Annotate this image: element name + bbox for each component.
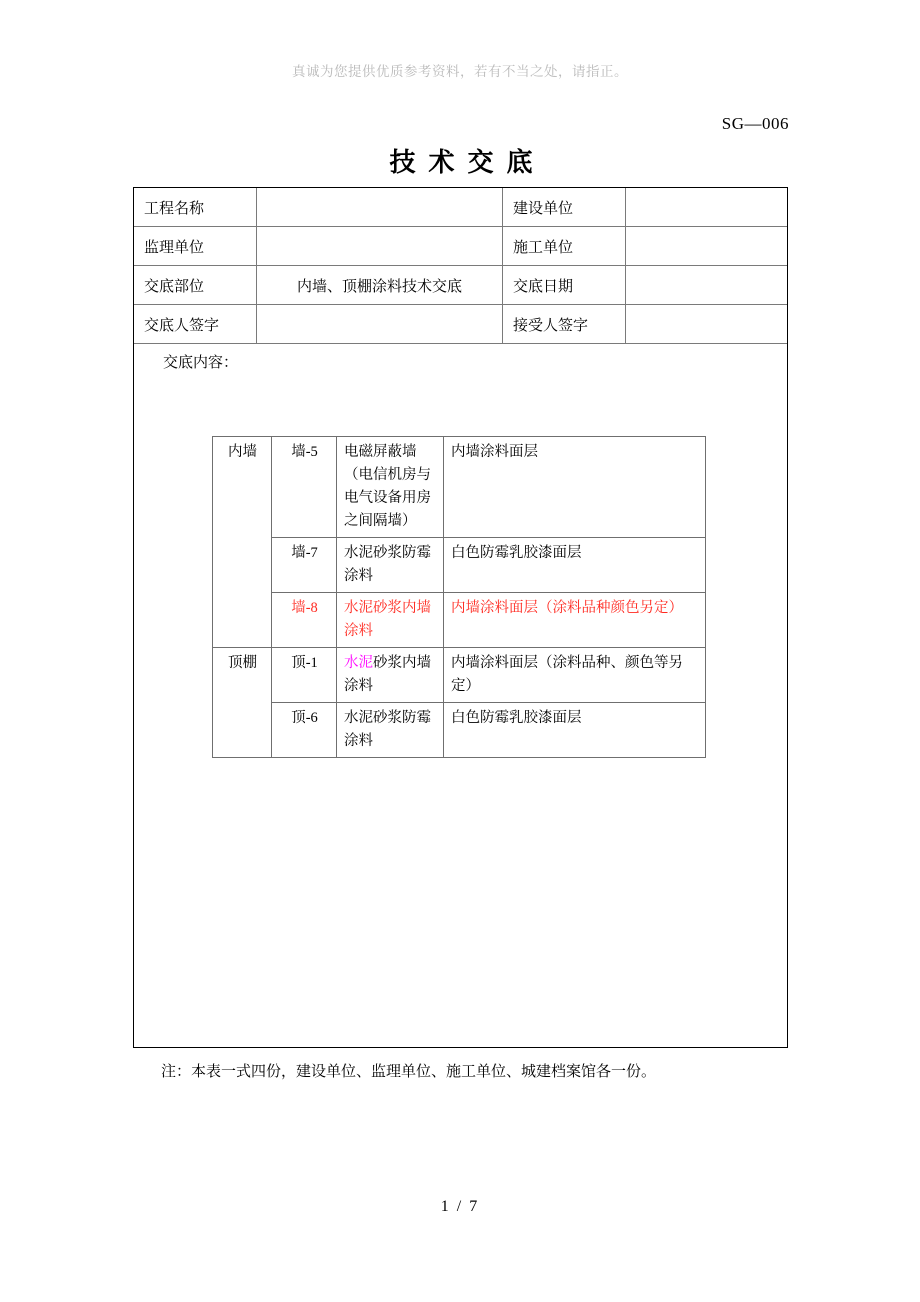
field-value-contractor-unit[interactable]	[626, 227, 788, 266]
spec-finish: 内墙涂料面层（涂料品种颜色另定）	[444, 593, 706, 648]
page-title: 技术交底	[389, 148, 546, 177]
watermark-text: 真诚为您提供优质参考资料，若有不当之处，请指正。	[292, 64, 628, 79]
content-section-label: 交底内容：	[163, 355, 239, 371]
field-label-disclosure-date: 交底日期	[503, 266, 626, 305]
form-sheet	[133, 187, 788, 1048]
spec-material-rest: 砂浆内墙涂料	[344, 655, 431, 694]
field-value-project-name[interactable]	[257, 188, 503, 227]
spec-finish: 内墙涂料面层（涂料品种、颜色等另定）	[444, 648, 706, 703]
spec-code: 顶-1	[272, 648, 337, 703]
field-label-receiver-signature: 接受人签字	[503, 305, 626, 344]
header-info-table	[134, 188, 787, 344]
spec-code: 墙-8	[272, 593, 337, 648]
spec-code: 墙-7	[272, 538, 337, 593]
spec-material: 水泥砂浆内墙涂料	[337, 593, 444, 648]
field-value-supervision-unit[interactable]	[257, 227, 503, 266]
spec-material: 水泥砂浆防霉涂料	[337, 538, 444, 593]
field-value-construction-unit[interactable]	[626, 188, 788, 227]
field-label-construction-unit: 建设单位	[503, 188, 626, 227]
spec-material-highlight: 水泥	[344, 655, 373, 671]
table-row	[213, 538, 706, 593]
spec-finish: 白色防霉乳胶漆面层	[444, 703, 706, 758]
spec-material	[337, 648, 444, 703]
table-row	[213, 648, 706, 703]
field-value-disclosure-date[interactable]	[626, 266, 788, 305]
table-row	[134, 188, 787, 227]
field-label-project-name: 工程名称	[134, 188, 257, 227]
table-row	[134, 227, 787, 266]
spec-code: 墙-5	[272, 437, 337, 538]
table-row	[213, 593, 706, 648]
table-row	[134, 266, 787, 305]
document-code: SG—006	[721, 114, 789, 133]
page-number: 1 / 7	[440, 1198, 480, 1215]
field-value-receiver-signature[interactable]	[626, 305, 788, 344]
field-value-presenter-signature[interactable]	[257, 305, 503, 344]
field-label-supervision-unit: 监理单位	[134, 227, 257, 266]
spec-material: 水泥砂浆防霉涂料	[337, 703, 444, 758]
field-label-presenter-signature: 交底人签字	[134, 305, 257, 344]
table-row	[213, 437, 706, 538]
table-row	[213, 703, 706, 758]
spec-category-ceiling: 顶棚	[213, 648, 272, 758]
spec-code: 顶-6	[272, 703, 337, 758]
field-value-disclosure-part[interactable]: 内墙、顶棚涂料技术交底	[257, 266, 503, 305]
field-label-disclosure-part: 交底部位	[134, 266, 257, 305]
spec-material: 电磁屏蔽墙（电信机房与电气设备用房之间隔墙）	[337, 437, 444, 538]
specification-table	[212, 436, 706, 758]
spec-category-interior-wall: 内墙	[213, 437, 272, 648]
spec-finish: 白色防霉乳胶漆面层	[444, 538, 706, 593]
field-label-contractor-unit: 施工单位	[503, 227, 626, 266]
table-row	[134, 305, 787, 344]
footnote-text: 注：本表一式四份，建设单位、监理单位、施工单位、城建档案馆各一份。	[161, 1064, 657, 1080]
spec-finish: 内墙涂料面层	[444, 437, 706, 538]
